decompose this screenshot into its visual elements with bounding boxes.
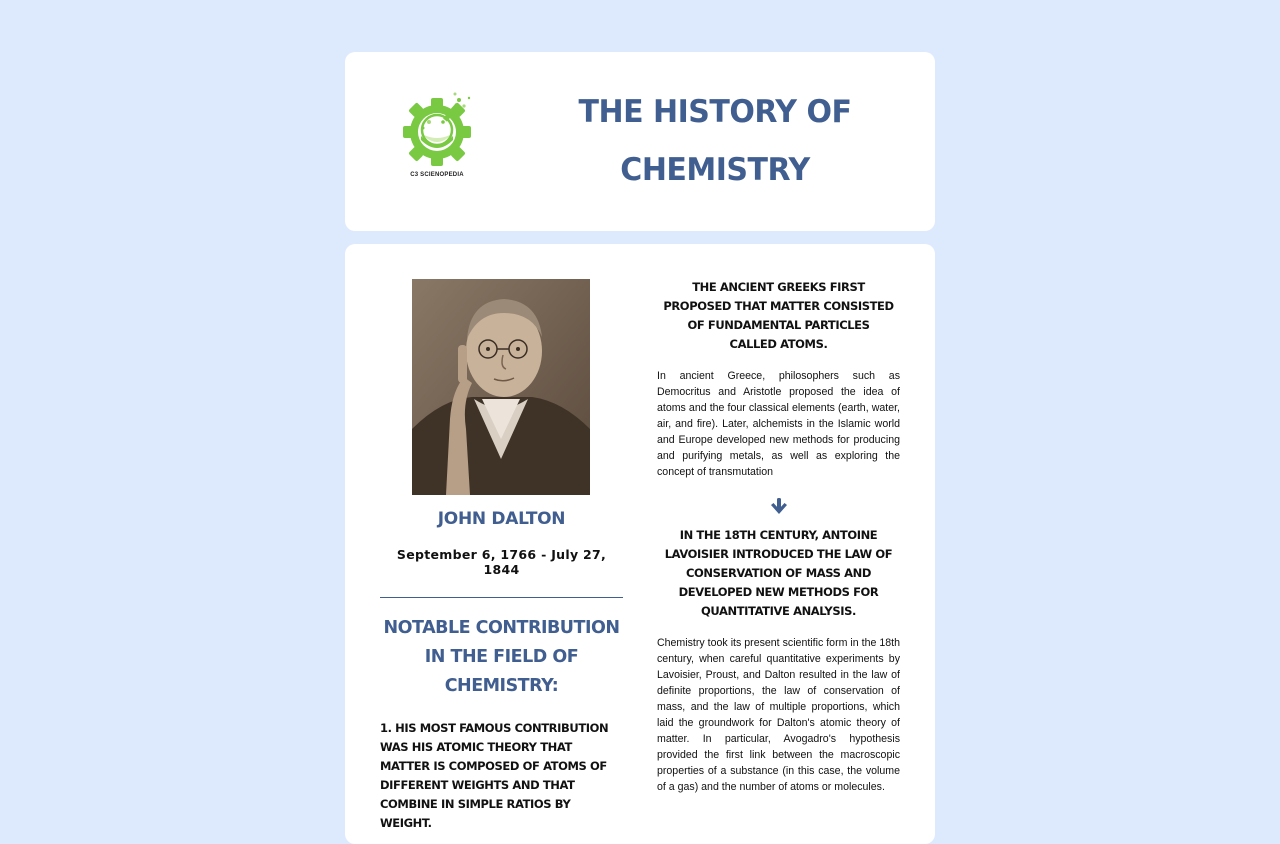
logo-caption: C3 SCIENOPEDIA xyxy=(410,172,464,178)
contribution-heading: NOTABLE CONTRIBUTION IN THE FIELD OF CHEMISTRY: xyxy=(383,618,620,696)
person-dates: September 6, 1766 - July 27, 1844 xyxy=(396,547,607,577)
page-title: THE HISTORY OF CHEMISTRY xyxy=(578,93,852,189)
timeline-heading: THE ANCIENT GREEKS FIRST PROPOSED THAT MATTER CONSISTED OF FUNDAMENTAL PARTICLES CALLED ATOMS. xyxy=(663,280,894,351)
person-name: JOHN DALTON xyxy=(437,509,566,529)
timeline-column xyxy=(657,278,900,795)
timeline-body: In ancient Greece, philosophers such as Democritus and Aristotle proposed the idea of atoms and the four classical elements (earth, water, air, and fire). Later, alchemists in the Islamic world and Europe developed new methods for producing and purifying metals, as well as exploring the concept of transmutation xyxy=(657,370,900,478)
arrow-down-icon xyxy=(769,496,789,516)
page xyxy=(345,52,935,844)
logo xyxy=(397,92,477,184)
timeline-heading: IN THE 18TH CENTURY, ANTOINE LAVOISIER INTRODUCED THE LAW OF CONSERVATION OF MASS AND DEVELOPED NEW METHODS FOR QUANTITATIVE ANALYSIS. xyxy=(664,528,893,618)
gear-flask-logo-icon xyxy=(397,92,477,172)
contribution-item: 1. HIS MOST FAMOUS CONTRIBUTION WAS HIS ATOMIC THEORY THAT MATTER IS COMPOSED OF ATOMS OF DIFFERENT WEIGHTS AND THAT COMBINE IN SIMPLE RATIOS BY WEIGHT. xyxy=(380,721,609,830)
portrait-image xyxy=(412,279,590,495)
header-card xyxy=(345,52,935,231)
profile-column xyxy=(380,279,623,833)
timeline-body: Chemistry took its present scientific form in the 18th century, when careful quantitative experiments by Lavoisier, Proust, and Dalton resulted in the law of definite proportions, the law of conservation of mass, and the law of multiple proportions, which laid the groundwork for Dalton's atomic theory of matter. In particular, Avogadro's hypothesis provided the first link between the macroscopic properties of a substance (in this case, the volume of a gas) and the number of atoms or molecules. xyxy=(657,637,900,793)
main-card xyxy=(345,244,935,844)
divider xyxy=(380,597,623,598)
